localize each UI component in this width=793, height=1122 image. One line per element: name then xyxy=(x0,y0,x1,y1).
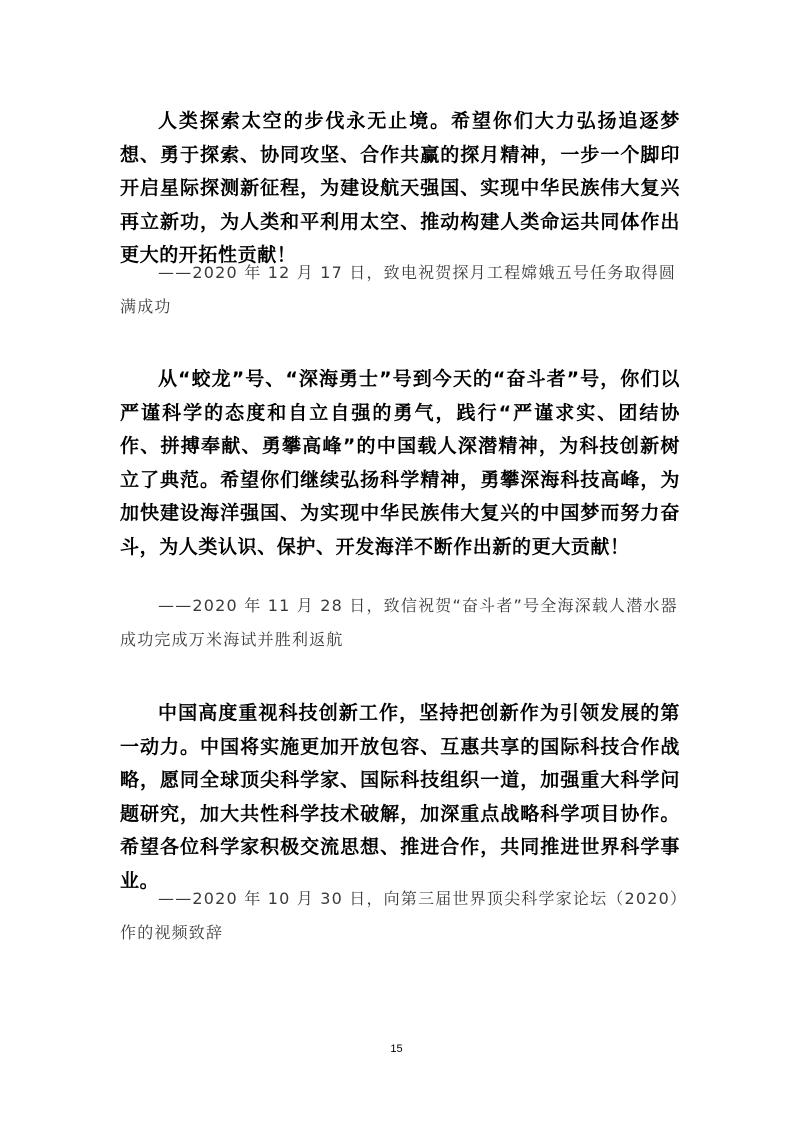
quote-2-source: ——2020 年 11 月 28 日，致信祝贺“奋斗者”号全海深载人潜水器成功完成万米海试并胜利返航 xyxy=(120,596,678,649)
page-number: 15 xyxy=(390,1043,403,1055)
quote-1-source: ——2020 年 12 月 17 日，致电祝贺探月工程嫦娥五号任务取得圆满成功 xyxy=(120,263,677,316)
quote-2: 从“蛟龙”号、“深海勇士”号到今天的“奋斗者”号，你们以严谨科学的态度和自立自强的勇气，践行“严谨求实、团结协作、拼搏奉献、勇攀高峰”的中国载人深潜精神，为科技创新树立了典范。希望你们继续弘扬科学精神，勇攀深海科技高峰，为加快建设海洋强国、为实现中华民族伟大复兴的中国梦而努力奋斗，为人类认识、保护、开发海洋不断作出新的更大贡献！ xyxy=(120,368,680,558)
quote-3-source: ——2020 年 10 月 30 日，向第三届世界顶尖科学家论坛（2020）作的视频致辞 xyxy=(120,889,680,942)
quote-1: 人类探索太空的步伐永无止境。希望你们大力弘扬追逐梦想、勇于探索、协同攻坚、合作共赢的探月精神，一步一个脚印开启星际探测新征程，为建设航天强国、实现中华民族伟大复兴再立新功，为人类和平利用太空、推动构建人类命运共同体作出更大的开拓性贡献！ xyxy=(120,110,680,266)
quote-3: 中国高度重视科技创新工作，坚持把创新作为引领发展的第一动力。中国将实施更加开放包容、互惠共享的国际科技合作战略，愿同全球顶尖科学家、国际科技组织一道，加强重大科学问题研究，加大共性科学技术破解，加深重点战略科学项目协作。希望各位科学家积极交流思想、推进合作，共同推进世界科学事业。 xyxy=(120,702,680,892)
